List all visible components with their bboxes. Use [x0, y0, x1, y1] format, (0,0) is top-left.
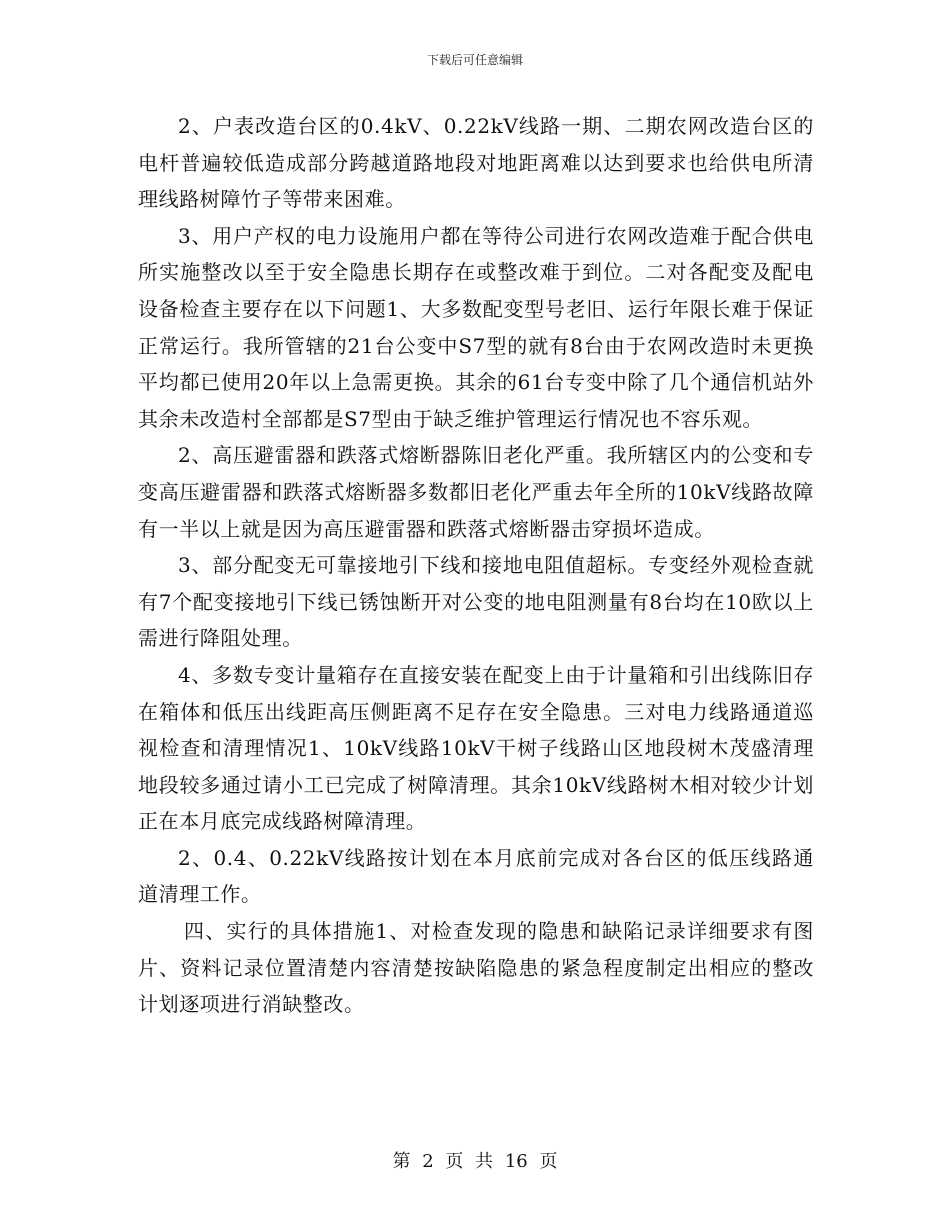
- page-number-footer: 第 2 页 共 16 页: [392, 1151, 558, 1172]
- paragraph: 2、户表改造台区的0.4kV、0.22kV线路一期、二期农网改造台区的电杆普遍较低造成部分跨越道路地段对地距离难以达到要求也给供电所清理线路树障竹子等带来困难。: [138, 114, 814, 212]
- paragraph: 四、实行的具体措施1、对检查发现的隐患和缺陷记录详细要求有图片、资料记录位置清楚内容清楚按缺陷隐患的紧急程度制定出相应的整改计划逐项进行消缺整改。: [138, 919, 814, 1017]
- paragraph: 2、高压避雷器和跌落式熔断器陈旧老化严重。我所辖区内的公变和专变高压避雷器和跌落式熔断器多数都旧老化严重去年全所的10kV线路故障有一半以上就是因为高压避雷器和跌落式熔断器击穿损坏造成。: [138, 443, 814, 541]
- paragraph: 3、用户产权的电力设施用户都在等待公司进行农网改造难于配合供电所实施整改以至于安全隐患长期存在或整改难于到位。二对各配变及配电设备检查主要存在以下问题1、大多数配变型号老旧、运行年限长难于保证正常运行。我所管辖的21台公变中S7型的就有8台由于农网改造时未更换平均都已使用20年以上急需更换。其余的61台专变中除了几个通信机站外其余未改造村全部都是S7型由于缺乏维护管理运行情况也不容乐观。: [138, 223, 814, 431]
- page-header: 下载后可任意编辑: [426, 53, 523, 67]
- document-body: [138, 108, 814, 1023]
- paragraph: 3、部分配变无可靠接地引下线和接地电阻值超标。专变经外观检查就有7个配变接地引下线已锈蚀断开对公变的地电阻测量有8台均在10欧以上需进行降阻处理。: [138, 553, 814, 651]
- paragraph: 2、0.4、0.22kV线路按计划在本月底前完成对各台区的低压线路通道清理工作。: [138, 845, 814, 907]
- paragraph: 4、多数专变计量箱存在直接安装在配变上由于计量箱和引出线陈旧存在箱体和低压出线距高压侧距离不足存在安全隐患。三对电力线路通道巡视检查和清理情况1、10kV线路10kV干树子线路山区地段树木茂盛清理地段较多通过请小工已完成了树障清理。其余10kV线路树木相对较少计划正在本月底完成线路树障清理。: [138, 662, 814, 834]
